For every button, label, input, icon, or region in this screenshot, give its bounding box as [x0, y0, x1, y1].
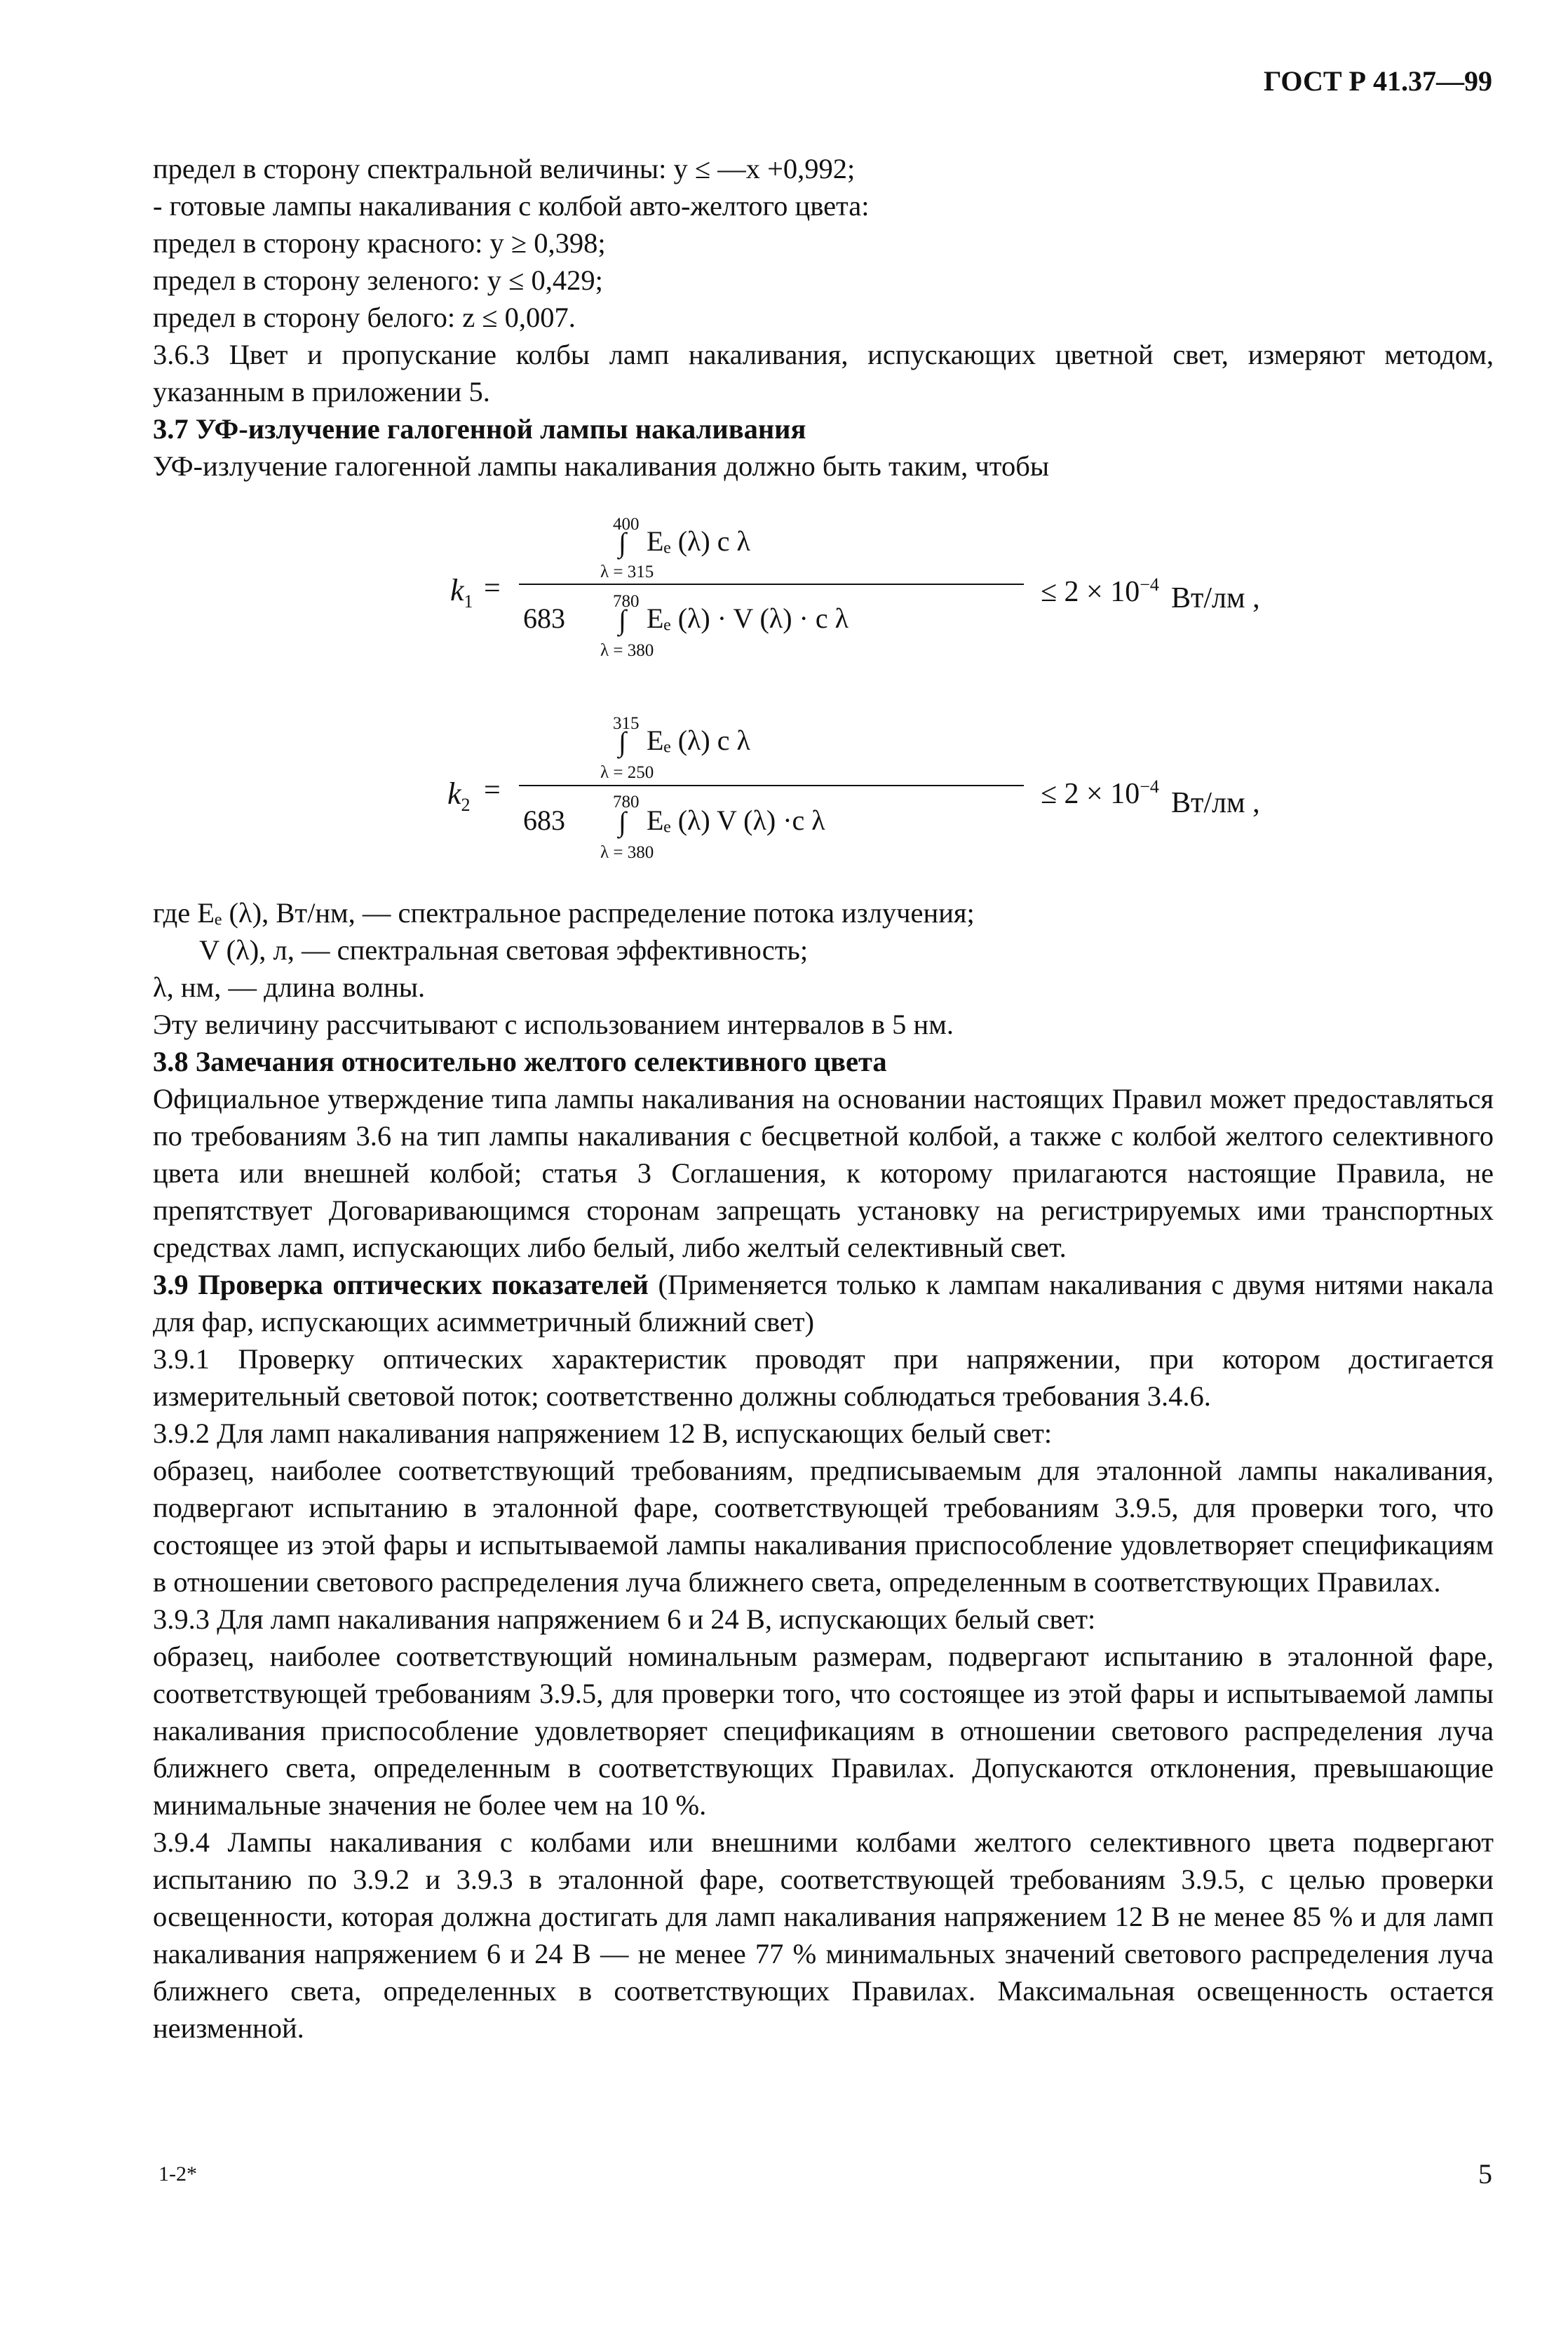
integral-lower-limit: λ = 250 [600, 763, 654, 782]
fraction-bar [519, 584, 1024, 585]
inequality-rhs: ≤ $2 \times 10^{-4}$ [1041, 776, 1159, 810]
integral-upper-limit: 780 [613, 793, 640, 812]
paragraph-3-8: Официальное утверждение типа лампы накаливания на основании настоящих Правил может предоставляться по требованиям 3.6 на тип лампы накаливания с бесцветной колбой, а также с колбой желтого селективного цвета или внешней колбой; статья 3 Соглашения, к которому прилагаются настоящие Правила, не препятствует Договаривающимся сторонам запрещать установку на регистрируемых ими транспортных средствах ламп, испускающих либо белый, либо желтый селективный свет. [153, 1083, 1494, 1263]
document-body [153, 150, 1494, 2047]
formula-symbol: $k_1$ [450, 573, 473, 612]
paragraph-3-9-3: 3.9.3 Для ламп накаливания напряжением 6 и 24 В, испускающих белый свет: [153, 1603, 1096, 1635]
integral-sign: ∫ [619, 604, 626, 635]
equals-sign: = [484, 572, 501, 605]
where-line: V (λ), л, — спектральная световая эффективность; [199, 934, 809, 966]
text-line: предел в сторону зеленого: y ≤ 0,429; [153, 264, 603, 296]
equals-sign: = [484, 774, 501, 807]
where-line: где Eₑ (λ), Вт/нм, — спектральное распределение потока излучения; [153, 897, 975, 929]
fraction-bar [519, 785, 1024, 786]
paragraph-3-6-3: 3.6.3 Цвет и пропускание колбы ламп накаливания, испускающих цветной свет, измеряют методом, указанным в приложении 5. [153, 339, 1494, 408]
denominator-expression: Eₑ (λ) · V (λ) · c λ [647, 602, 849, 634]
numerator-expression: Eₑ (λ) c λ [647, 725, 750, 756]
text-line: предел в сторону белого: z ≤ 0,007. [153, 302, 576, 333]
denominator-coefficient: 683 [523, 602, 565, 634]
unit-label: Вт/лм , [1171, 582, 1260, 614]
paragraph-3-9-1: 3.9.1 Проверку оптических характеристик проводят при напряжении, при котором достигается измерительный световой поток; соответственно должны соблюдаться требования 3.4.6. [153, 1343, 1494, 1412]
paragraph-3-9 [153, 1266, 1494, 1340]
paragraph-interval: Эту величину рассчитывают с использованием интервалов в 5 нм. [153, 1009, 954, 1040]
formula-k1 [153, 510, 1494, 682]
paragraph-3-7: УФ-излучение галогенной лампы накаливания должно быть таким, чтобы [153, 450, 1050, 482]
paragraph-3-9-3-body: образец, наиболее соответствующий номинальным размерам, подвергают испытанию в эталонной фаре, соответствующей требованиям 3.9.5, для проверки того, что состоящее из этой фары и испытываемой лампы накаливания приспособление удовлетворяет спецификациям в отношении светового распределения луча ближнего света, определенным в соответствующих Правилах. Допускаются отклонения, превышающие минимальные значения не более чем на 10 %. [153, 1641, 1494, 1821]
heading-3-7: 3.7 УФ-излучение галогенной лампы накаливания [153, 413, 806, 445]
heading-3-9: 3.9 Проверка оптических показателей [153, 1269, 649, 1300]
denominator-coefficient: 683 [523, 804, 565, 836]
integral-lower-limit: λ = 380 [600, 641, 654, 660]
unit-label: Вт/лм , [1171, 787, 1260, 819]
footer-sheet-mark: 1-2* [158, 2162, 197, 2186]
integral-upper-limit: 315 [613, 714, 640, 733]
text-line: предел в сторону красного: y ≥ 0,398; [153, 227, 606, 259]
where-line: λ, нм, — длина волны. [153, 971, 426, 1003]
paragraph-3-9-2-body: образец, наиболее соответствующий требованиям, предписываемым для эталонной лампы накаливания, подвергают испытанию в эталонной фаре, соответствующей требованиям 3.9.5, для проверки того, что состоящее из этой фары и испытываемой лампы накаливания приспособление удовлетворяет спецификациям в отношении светового распределения луча ближнего света, определенным в соответствующих Правилах. [153, 1455, 1494, 1598]
heading-3-9-note: (Применяется только к лампам накаливания с двумя нитями накала для фар, испускающих асимметричный ближний свет) [153, 1269, 1494, 1338]
paragraph-3-9-4: 3.9.4 Лампы накаливания с колбами или внешними колбами желтого селективного цвета подвергают испытанию по 3.9.2 и 3.9.3 в эталонной фаре, соответствующей требованиям 3.9.5, с целью проверки освещенности, которая должна достигать для ламп накаливания напряжением 12 В не менее 85 % и для ламп накаливания напряжением 6 и 24 В — не менее 77 % минимальных значений светового распределения луча ближнего света, определенных в соответствующих Правилах. Максимальная освещенность остается неизменной. [153, 1826, 1494, 2044]
heading-3-8: 3.8 Замечания относительно желтого селективного цвета [153, 1046, 887, 1077]
integral-sign: ∫ [619, 726, 626, 757]
paragraph-3-9-2: 3.9.2 Для ламп накаливания напряжением 12 В, испускающих белый свет: [153, 1417, 1053, 1449]
text-line: - готовые лампы накаливания с колбой авто-желтого цвета: [153, 190, 870, 222]
document-code-header: ГОСТ Р 41.37—99 [1263, 65, 1492, 97]
integral-upper-limit: 780 [613, 592, 640, 611]
inequality-rhs: ≤ $2 \times 10^{-4}$ [1041, 574, 1159, 608]
numerator-expression: Eₑ (λ) c λ [647, 525, 750, 557]
integral-sign: ∫ [619, 527, 626, 558]
integral-lower-limit: λ = 315 [600, 563, 654, 581]
page-number: 5 [1478, 2158, 1492, 2190]
formula-k2 [153, 708, 1494, 880]
integral-lower-limit: λ = 380 [600, 843, 654, 862]
integral-upper-limit: 400 [613, 515, 640, 534]
formula-symbol: $k_2$ [447, 776, 471, 815]
integral-sign: ∫ [619, 806, 626, 837]
denominator-expression: Eₑ (λ) V (λ) ·c λ [647, 804, 825, 836]
text-line: предел в сторону спектральной величины: y ≤ —x +0,992; [153, 153, 856, 184]
